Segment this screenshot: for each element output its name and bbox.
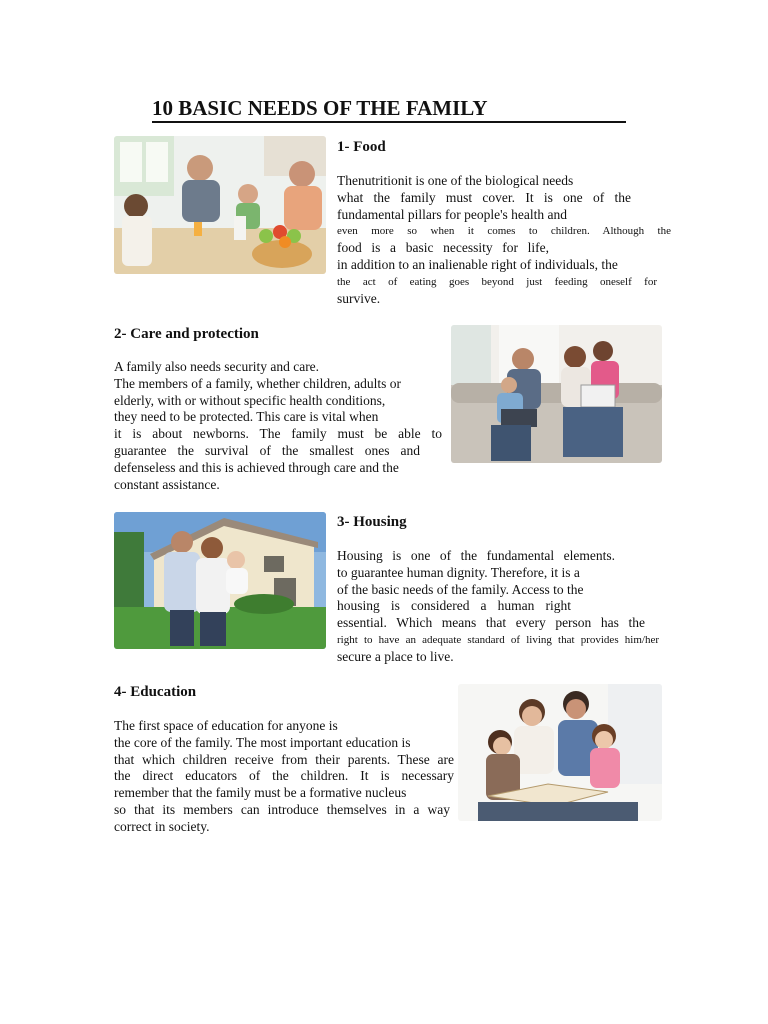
text-line: to guarantee human dignity. Therefore, it is a <box>337 564 580 580</box>
text-line: the direct educators of the children. It is necessary <box>114 768 454 784</box>
text-line: A family also needs security and care. <box>114 359 320 374</box>
text-line: guarantee the survival of the smallest ones and <box>114 442 420 458</box>
text-line: essential. Which means that every person has the <box>337 615 645 631</box>
text-line: what the family must cover. It is one of the <box>337 189 631 205</box>
text-line: fundamental pillars for people's health and <box>337 206 567 222</box>
text-line: secure a place to live. <box>337 648 454 664</box>
text-line: remember that the family must be a formative nucleus <box>114 785 407 801</box>
family-reading-photo <box>458 684 662 821</box>
section-text-care <box>114 359 444 493</box>
text-line: the act of eating goes beyond just feeding oneself for <box>337 275 657 288</box>
text-line: survive. <box>337 290 381 306</box>
text-line: defenseless and this is achieved through care and the <box>114 459 399 475</box>
text-line: they need to be protected. This care is vital when <box>114 409 379 425</box>
section-text-food <box>337 173 671 307</box>
text-line: correct in society. <box>114 818 210 834</box>
text-line: that which children receive from their parents. These are <box>114 751 454 767</box>
text-line: even more so when it comes to children. Although the <box>337 225 671 238</box>
text-line: housing is considered a human right <box>337 598 571 614</box>
section-heading-housing: 3- Housing <box>337 514 407 530</box>
text-line: constant assistance. <box>114 476 220 492</box>
text-line: Housing is one of the fundamental elements. <box>337 548 615 563</box>
text-line: The members of a family, whether children, adults or <box>114 375 402 391</box>
document-title: 10 BASIC NEEDS OF THE FAMILY <box>152 95 626 123</box>
text-line: so that its members can introduce themselves in a way <box>114 801 450 817</box>
text-line: The first space of education for anyone is <box>114 718 338 733</box>
text-line: it is about newborns. The family must be able to <box>114 426 442 442</box>
text-line: elderly, with or without specific health conditions, <box>114 392 386 408</box>
text-line: Thenutritionit is one of the biological needs <box>337 173 574 188</box>
text-line: food is a basic necessity for life, <box>337 240 549 256</box>
family-sofa-tablet-photo <box>451 325 662 463</box>
text-line: right to have an adequate standard of living that provides him/her <box>337 633 659 646</box>
text-line: the core of the family. The most important education is <box>114 734 411 750</box>
section-heading-care: 2- Care and protection <box>114 326 259 342</box>
section-heading-food: 1- Food <box>337 139 386 155</box>
text-line: of the basic needs of the family. Access to the <box>337 581 584 597</box>
section-heading-education: 4- Education <box>114 684 197 700</box>
section-text-education <box>114 718 458 836</box>
family-house-photo <box>114 512 326 649</box>
family-meal-photo <box>114 136 326 274</box>
text-line: in addition to an inalienable right of individuals, the <box>337 256 618 272</box>
section-text-housing <box>337 548 659 666</box>
